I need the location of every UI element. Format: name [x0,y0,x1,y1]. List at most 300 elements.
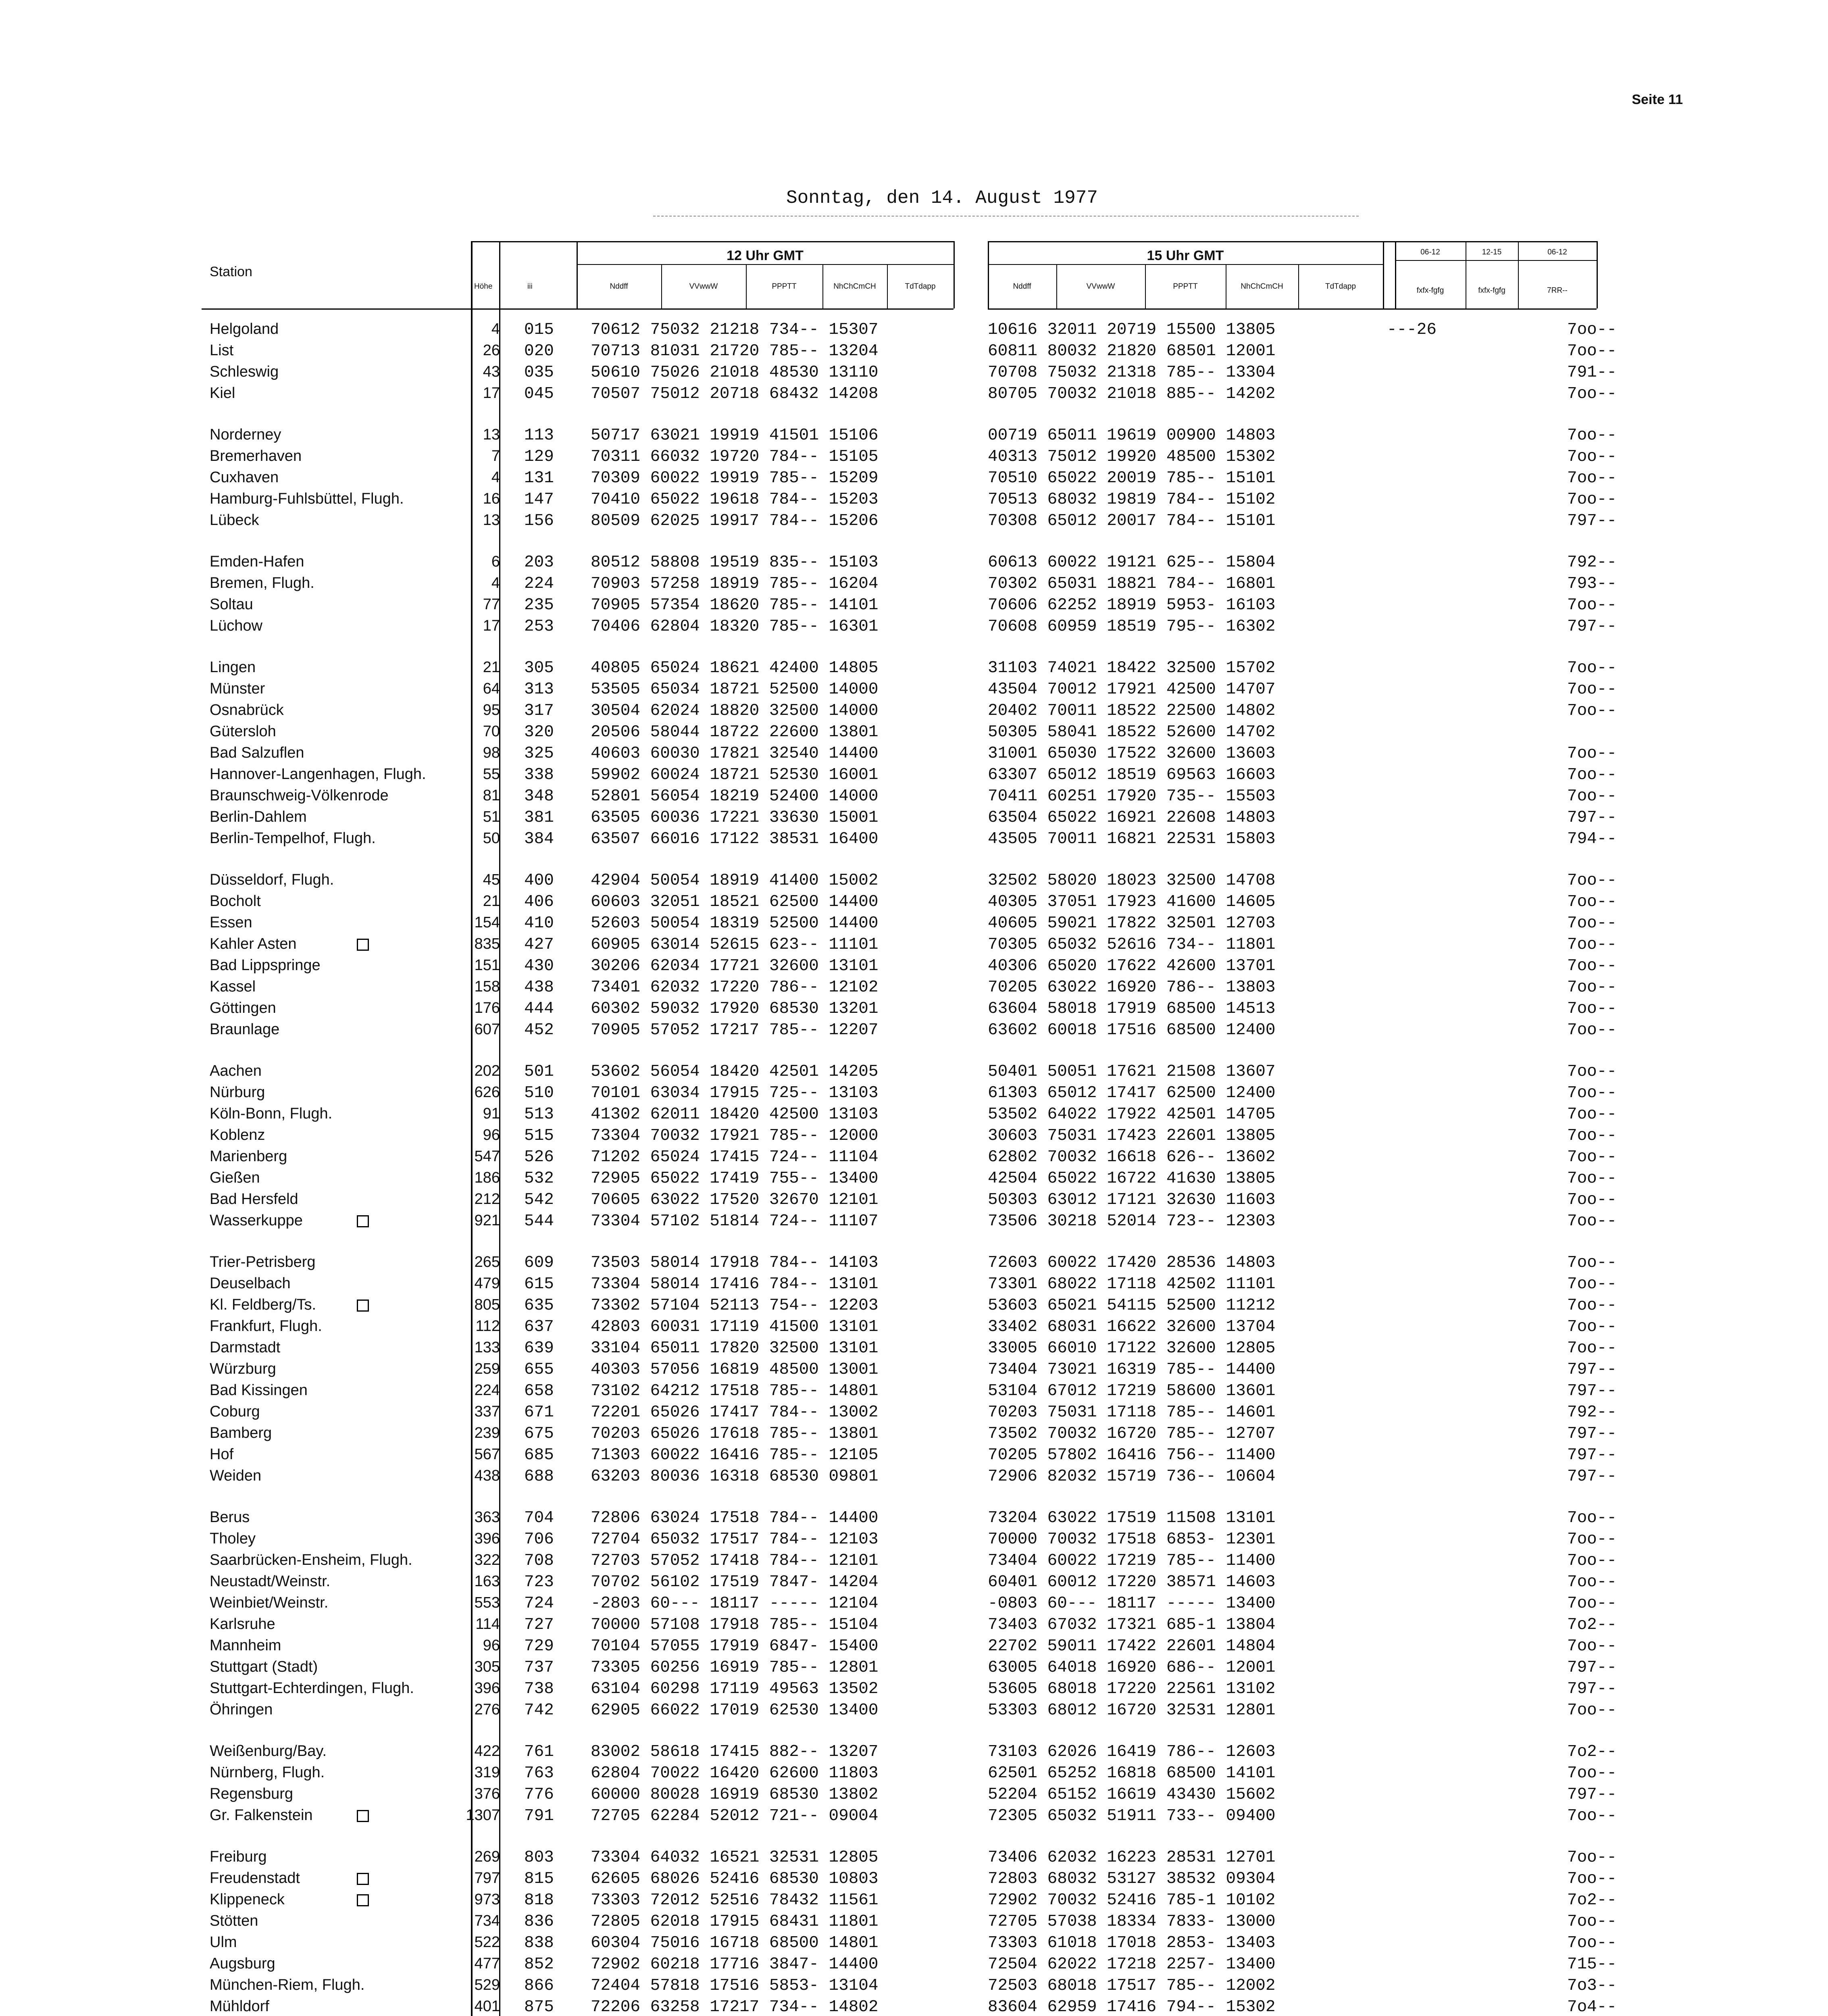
station-name: Deuselbach [210,1275,291,1292]
obs-15utc: 80705 70032 21018 885-- 14202 [988,385,1276,403]
station-index: 706 [524,1530,554,1549]
station-height: 96 [483,1127,500,1143]
obs-12utc: 42904 50054 18919 41400 15002 [591,871,879,890]
obs-12utc: 63203 80036 16318 68530 09801 [591,1467,879,1486]
station-index: 131 [524,469,554,487]
obs-15utc: 72803 68032 53127 38532 09304 [988,1870,1276,1888]
obs-12utc: 63505 60036 17221 33630 15001 [591,808,879,827]
obs-12utc: 40603 60030 17821 32540 14400 [591,744,879,763]
obs-15utc: 70205 57802 16416 756-- 11400 [988,1446,1276,1464]
station-height: 396 [474,1680,500,1697]
station-height: 376 [474,1785,500,1802]
station-height: 51 [483,808,500,825]
precip-total: 7oo-- [1567,1848,1617,1867]
station-height: 547 [474,1148,500,1165]
precip-header-1: 06-12 [1420,248,1440,256]
station-name: Regensburg [210,1785,294,1802]
precip-total: 7oo-- [1567,1127,1617,1145]
station-height: 96 [483,1637,500,1654]
station-index: 635 [524,1296,554,1315]
obs-12utc: 40805 65024 18621 42400 14805 [591,659,879,677]
station-height: 522 [474,1934,500,1951]
station-name: Aachen [210,1062,262,1079]
col15-header-5: TdTdapp [1325,282,1356,291]
obs-15utc: 60811 80032 21820 68501 12001 [988,342,1276,360]
station-marker-box [357,1894,369,1906]
col15-header-4: NhChCmCH [1241,282,1283,291]
station-name: Essen [210,914,252,931]
station-height: 529 [474,1976,500,1993]
station-height: 1307 [466,1807,500,1824]
obs-12utc: 72806 63024 17518 784-- 14400 [591,1509,879,1527]
obs-12utc: 83002 58618 17415 882-- 13207 [591,1743,879,1761]
obs-15utc: -0803 60--- 18117 ----- 13400 [988,1594,1276,1613]
station-name: Norderney [210,426,281,443]
precip-total: 7oo-- [1567,1594,1617,1613]
precip-total: 7oo-- [1567,935,1617,954]
station-name: Hof [210,1446,234,1463]
obs-15utc: 73404 73021 16319 785-- 14400 [988,1360,1276,1379]
station-index: 815 [524,1870,554,1888]
precip-total: 7oo-- [1567,702,1617,720]
station-index: 838 [524,1934,554,1952]
table-column-rule [1597,241,1598,308]
obs-15utc: 73204 63022 17519 11508 13101 [988,1509,1276,1527]
station-name: Braunschweig-Völkenrode [210,787,389,804]
station-marker-box [357,1300,369,1312]
station-height: 4 [491,469,500,486]
station-name: Bamberg [210,1425,272,1441]
obs-12utc: -2803 60--- 18117 ----- 12104 [591,1594,879,1613]
station-name: Bocholt [210,893,261,910]
obs-12utc: 73304 58014 17416 784-- 13101 [591,1275,879,1293]
date-underline [653,216,1359,217]
obs-12utc: 72905 65022 17419 755-- 13400 [591,1169,879,1188]
col12-header-5: TdTdapp [905,282,936,291]
precip-total: 797-- [1567,1785,1617,1804]
table-column-rule [954,241,955,308]
station-name: Lüchow [210,617,262,634]
station-index: 704 [524,1509,554,1527]
station-height: 4 [491,321,500,337]
station-height: 567 [474,1446,500,1463]
station-name: Gießen [210,1169,260,1186]
station-height: 626 [474,1084,500,1101]
station-index: 791 [524,1807,554,1825]
station-marker-box [357,1873,369,1885]
station-name: Hamburg-Fuhlsbüttel, Flugh. [210,490,404,507]
station-index: 113 [524,426,554,445]
station-height: 21 [483,659,500,676]
obs-12utc: 70203 65026 17618 785-- 13801 [591,1425,879,1443]
station-name: Helgoland [210,321,279,337]
station-height: 305 [474,1658,500,1675]
obs-12utc: 80512 58808 19519 835-- 15103 [591,553,879,572]
station-name: Darmstadt [210,1339,281,1356]
obs-12utc: 30504 62024 18820 32500 14000 [591,702,879,720]
date-heading: Sonntag, den 14. August 1977 [786,187,1098,208]
precip-total: 7oo-- [1567,1637,1617,1656]
col12-header-3: PPPTT [772,282,797,291]
precip-total: 7oo-- [1567,1084,1617,1102]
obs-15utc: 70305 65032 52616 734-- 11801 [988,935,1276,954]
obs-12utc: 80509 62025 19917 784-- 15206 [591,512,879,530]
station-name: Kahler Asten [210,935,297,952]
obs-15utc: 40605 59021 17822 32501 12703 [988,914,1276,933]
station-height: 16 [483,490,500,507]
obs-15utc: 73403 67032 17321 685-1 13804 [988,1616,1276,1634]
station-height: 91 [483,1105,500,1122]
obs-15utc: 70606 62252 18919 5953- 16103 [988,596,1276,614]
station-height: 17 [483,385,500,402]
obs-15utc: 70302 65031 18821 784-- 16801 [988,575,1276,593]
obs-12utc: 50610 75026 21018 48530 13110 [591,363,879,382]
station-index: 763 [524,1764,554,1783]
obs-12utc: 41302 62011 18420 42500 13103 [591,1105,879,1124]
station-marker-box [357,939,369,951]
station-index: 637 [524,1318,554,1336]
station-name: Tholey [210,1530,256,1547]
station-name: Hannover-Langenhagen, Flugh. [210,766,426,783]
obs-12utc: 70104 57055 17919 6847- 15400 [591,1637,879,1656]
obs-12utc: 71303 60022 16416 785-- 12105 [591,1446,879,1464]
station-name: Bad Lippspringe [210,957,321,974]
station-index: 675 [524,1425,554,1443]
precip-total: 792-- [1567,553,1617,572]
station-marker-box [357,1810,369,1822]
header-top-rule-15 [988,241,1597,242]
obs-15utc: 63504 65022 16921 22608 14803 [988,808,1276,827]
station-name: Stötten [210,1912,258,1929]
obs-12utc: 72902 60218 17716 3847- 14400 [591,1955,879,1974]
station-index: 338 [524,766,554,784]
obs-15utc: 62802 70032 16618 626-- 13602 [988,1148,1276,1166]
station-height: 70 [483,723,500,740]
station-name: Nürburg [210,1084,265,1101]
gmt15-header: 15 Uhr GMT [1147,248,1224,263]
precip-total: 7oo-- [1567,448,1617,466]
obs-15utc: 40306 65020 17622 42600 13701 [988,957,1276,975]
precip-total: 797-- [1567,1446,1617,1464]
station-height: 438 [474,1467,500,1484]
obs-15utc: 30603 75031 17423 22601 13805 [988,1127,1276,1145]
station-name: Marienberg [210,1148,287,1165]
height-header: Höhe [474,282,493,291]
station-height: 265 [474,1254,500,1270]
obs-15utc: 63307 65012 18519 69563 16603 [988,766,1276,784]
obs-15utc: 70708 75032 21318 785-- 13304 [988,363,1276,382]
col12-header-1: Nddff [610,282,628,291]
station-index: 313 [524,680,554,699]
station-index: 671 [524,1403,554,1422]
station-name: Emden-Hafen [210,553,304,570]
precip-total: 793-- [1567,575,1617,593]
precip-total: 792-- [1567,1403,1617,1422]
station-name: Mühldorf [210,1998,269,2015]
station-index: 438 [524,978,554,997]
precip-total: 7oo-- [1567,893,1617,911]
precip-total: 797-- [1567,1360,1617,1379]
precip-total: 7oo-- [1567,1530,1617,1549]
obs-15utc: 83604 62959 17416 794-- 15302 [988,1998,1276,2016]
station-name: Osnabrück [210,702,284,719]
station-height: 17 [483,617,500,634]
station-height: 396 [474,1530,500,1547]
station-index: 203 [524,553,554,572]
station-height: 6 [491,553,500,570]
precip-total: 715-- [1567,1955,1617,1974]
obs-15utc: 60613 60022 19121 625-- 15804 [988,553,1276,572]
obs-15utc: 73303 61018 17018 2853- 13403 [988,1934,1276,1952]
station-index: 866 [524,1976,554,1995]
obs-12utc: 20506 58044 18722 22600 13801 [591,723,879,741]
obs-15utc: 70308 65012 20017 784-- 15101 [988,512,1276,530]
station-index: 761 [524,1743,554,1761]
station-index: 129 [524,448,554,466]
station-name: Frankfurt, Flugh. [210,1318,322,1335]
station-height: 805 [474,1296,500,1313]
obs-15utc: 70411 60251 17920 735-- 15503 [988,787,1276,806]
precip-total: 7oo-- [1567,1701,1617,1720]
obs-15utc: 10616 32011 20719 15500 13805 [988,321,1276,339]
obs-12utc: 70905 57354 18620 785-- 14101 [591,596,879,614]
precip-total: 7oo-- [1567,1191,1617,1209]
station-index: 708 [524,1552,554,1570]
station-index: 035 [524,363,554,382]
station-index: 400 [524,871,554,890]
header-right-rule [1395,260,1597,261]
precip-total: 7oo-- [1567,490,1617,509]
station-name: Braunlage [210,1021,280,1038]
obs-15utc: 63604 58018 17919 68500 14513 [988,1000,1276,1018]
station-name: Berlin-Dahlem [210,808,307,825]
station-height: 50 [483,830,500,847]
station-name: Augsburg [210,1955,275,1972]
obs-15utc: 70510 65022 20019 785-- 15101 [988,469,1276,487]
precip-total: 7oo-- [1567,426,1617,445]
obs-12utc: 50717 63021 19919 41501 15106 [591,426,879,445]
station-name: Karlsruhe [210,1616,275,1633]
obs-12utc: 73304 57102 51814 724-- 11107 [591,1212,879,1231]
precip-total: 7oo-- [1567,1552,1617,1570]
station-height: 95 [483,702,500,719]
obs-12utc: 70713 81031 21720 785-- 13204 [591,342,879,360]
gmt12-header: 12 Uhr GMT [727,248,804,263]
station-index: 253 [524,617,554,636]
station-height: 13 [483,512,500,529]
station-height: 607 [474,1021,500,1038]
station-height: 133 [474,1339,500,1356]
obs-12utc: 62905 66022 17019 62530 13400 [591,1701,879,1720]
station-index: 875 [524,1998,554,2016]
precip-total: 7oo-- [1567,1105,1617,1124]
station-height: 202 [474,1062,500,1079]
station-name: Saarbrücken-Ensheim, Flugh. [210,1552,412,1568]
station-name: Freudenstadt [210,1870,300,1887]
station-name: Kassel [210,978,256,995]
station-index: 723 [524,1573,554,1591]
precip-total: 7oo-- [1567,766,1617,784]
station-name: Mannheim [210,1637,281,1654]
header-sub-rule-15 [988,264,1383,265]
obs-12utc: 62804 70022 16420 62600 11803 [591,1764,879,1783]
station-index: 317 [524,702,554,720]
obs-12utc: 60304 75016 16718 68500 14801 [591,1934,879,1952]
obs-15utc: 53104 67012 17219 58600 13601 [988,1382,1276,1400]
precip-total: 7oo-- [1567,871,1617,890]
obs-12utc: 53602 56054 18420 42501 14205 [591,1062,879,1081]
col12-header-2: VVwwW [689,282,718,291]
obs-12utc: 59902 60024 18721 52530 16001 [591,766,879,784]
precip-total: 7oo-- [1567,1509,1617,1527]
station-name: Freiburg [210,1848,267,1865]
station-height: 239 [474,1425,500,1441]
station-name: Bad Salzuflen [210,744,304,761]
obs-12utc: 73503 58014 17918 784-- 14103 [591,1254,879,1272]
station-height: 64 [483,680,500,697]
obs-12utc: 70311 66032 19720 784-- 15105 [591,448,879,466]
obs-12utc: 72704 65032 17517 784-- 12103 [591,1530,879,1549]
station-name: Coburg [210,1403,260,1420]
station-height: 479 [474,1275,500,1292]
precip-06-12: ---26 [1387,321,1437,339]
station-index: 501 [524,1062,554,1081]
obs-15utc: 40305 37051 17923 41600 14605 [988,893,1276,911]
precip-subheader-2: fxfx-fgfg [1478,286,1505,295]
station-height: 973 [474,1891,500,1908]
station-height: 77 [483,596,500,613]
station-index: 729 [524,1637,554,1656]
station-height: 45 [483,871,500,888]
station-index: 020 [524,342,554,360]
station-name: Würzburg [210,1360,276,1377]
precip-total: 797-- [1567,1658,1617,1677]
obs-15utc: 52204 65152 16619 43430 15602 [988,1785,1276,1804]
obs-15utc: 72504 62022 17218 2257- 13400 [988,1955,1276,1974]
obs-15utc: 63005 64018 16920 686-- 12001 [988,1658,1276,1677]
station-header: Station [210,264,252,279]
station-index: 655 [524,1360,554,1379]
obs-15utc: 33005 66010 17122 32600 12805 [988,1339,1276,1358]
obs-12utc: 70905 57052 17217 785-- 12207 [591,1021,879,1039]
station-height: 212 [474,1191,500,1208]
station-name: Berus [210,1509,250,1526]
obs-15utc: 40313 75012 19920 48500 15302 [988,448,1276,466]
precip-total: 7oo-- [1567,914,1617,933]
station-name: Schleswig [210,363,279,380]
obs-15utc: 31103 74021 18422 32500 15702 [988,659,1276,677]
station-index: 427 [524,935,554,954]
station-index: 444 [524,1000,554,1018]
station-index: 513 [524,1105,554,1124]
station-height: 322 [474,1552,500,1568]
obs-15utc: 50305 58041 18522 52600 14702 [988,723,1276,741]
header-bottom-rule-15 [988,308,1597,310]
station-index: 658 [524,1382,554,1400]
station-name: Cuxhaven [210,469,279,486]
obs-15utc: 72705 57038 18334 7833- 13000 [988,1912,1276,1931]
station-name: Nürnberg, Flugh. [210,1764,325,1781]
precip-total: 7oo-- [1567,1339,1617,1358]
precip-total: 7oo-- [1567,1148,1617,1166]
station-name: Düsseldorf, Flugh. [210,871,334,888]
obs-12utc: 62605 68026 52416 68530 10803 [591,1870,879,1888]
precip-total: 7oo-- [1567,1807,1617,1825]
station-index: 381 [524,808,554,827]
obs-12utc: 52801 56054 18219 52400 14000 [591,787,879,806]
station-name: Neustadt/Weinstr. [210,1573,331,1590]
obs-15utc: 73406 62032 16223 28531 12701 [988,1848,1276,1867]
obs-15utc: 50303 63012 17121 32630 11603 [988,1191,1276,1209]
obs-12utc: 40303 57056 16819 48500 13001 [591,1360,879,1379]
station-index: 515 [524,1127,554,1145]
station-index: 738 [524,1680,554,1698]
precip-total: 7oo-- [1567,1870,1617,1888]
station-height: 734 [474,1912,500,1929]
station-index: 410 [524,914,554,933]
obs-12utc: 72703 57052 17418 784-- 12101 [591,1552,879,1570]
obs-12utc: 70605 63022 17520 32670 12101 [591,1191,879,1209]
obs-12utc: 72206 63258 17217 734-- 14802 [591,1998,879,2016]
obs-15utc: 00719 65011 19619 00900 14803 [988,426,1276,445]
precip-total: 791-- [1567,363,1617,382]
obs-15utc: 70608 60959 18519 795-- 16302 [988,617,1276,636]
precip-subheader-1: fxfx-fgfg [1416,286,1444,295]
precip-total: 7o2-- [1567,1743,1617,1761]
station-height: 477 [474,1955,500,1972]
station-height: 151 [474,957,500,974]
obs-12utc: 70507 75012 20718 68432 14208 [591,385,879,403]
obs-15utc: 70000 70032 17518 6853- 12301 [988,1530,1276,1549]
obs-12utc: 72201 65026 17417 784-- 13002 [591,1403,879,1422]
station-height: 26 [483,342,500,359]
obs-15utc: 73301 68022 17118 42502 11101 [988,1275,1276,1293]
header-top-rule [471,241,954,242]
station-name: Trier-Petrisberg [210,1254,316,1270]
station-index: 542 [524,1191,554,1209]
station-height: 337 [474,1403,500,1420]
station-name: Lingen [210,659,256,676]
station-height: 269 [474,1848,500,1865]
station-height: 7 [491,448,500,464]
station-name: München-Riem, Flugh. [210,1976,365,1993]
obs-12utc: 53505 65034 18721 52500 14000 [591,680,879,699]
precip-total: 7oo-- [1567,659,1617,677]
station-index: 737 [524,1658,554,1677]
obs-15utc: 20402 70011 18522 22500 14802 [988,702,1276,720]
station-name: Stuttgart-Echterdingen, Flugh. [210,1680,414,1697]
station-name: Bad Kissingen [210,1382,308,1399]
precip-total: 794-- [1567,830,1617,848]
obs-12utc: 70309 60022 19919 785-- 15209 [591,469,879,487]
obs-15utc: 72603 60022 17420 28536 14803 [988,1254,1276,1272]
station-name: Weißenburg/Bay. [210,1743,327,1760]
precip-total: 7oo-- [1567,1062,1617,1081]
station-height: 186 [474,1169,500,1186]
iii-header: iii [527,282,533,291]
obs-15utc: 73502 70032 16720 785-- 12707 [988,1425,1276,1443]
obs-15utc: 53603 65021 54115 52500 11212 [988,1296,1276,1315]
station-name: Weinbiet/Weinstr. [210,1594,329,1611]
obs-15utc: 42504 65022 16722 41630 13805 [988,1169,1276,1188]
precip-total: 797-- [1567,808,1617,827]
station-index: 430 [524,957,554,975]
obs-15utc: 73506 30218 52014 723-- 12303 [988,1212,1276,1231]
station-name: Gütersloh [210,723,276,740]
obs-12utc: 72805 62018 17915 68431 11801 [591,1912,879,1931]
station-index: 510 [524,1084,554,1102]
station-index: 452 [524,1021,554,1039]
